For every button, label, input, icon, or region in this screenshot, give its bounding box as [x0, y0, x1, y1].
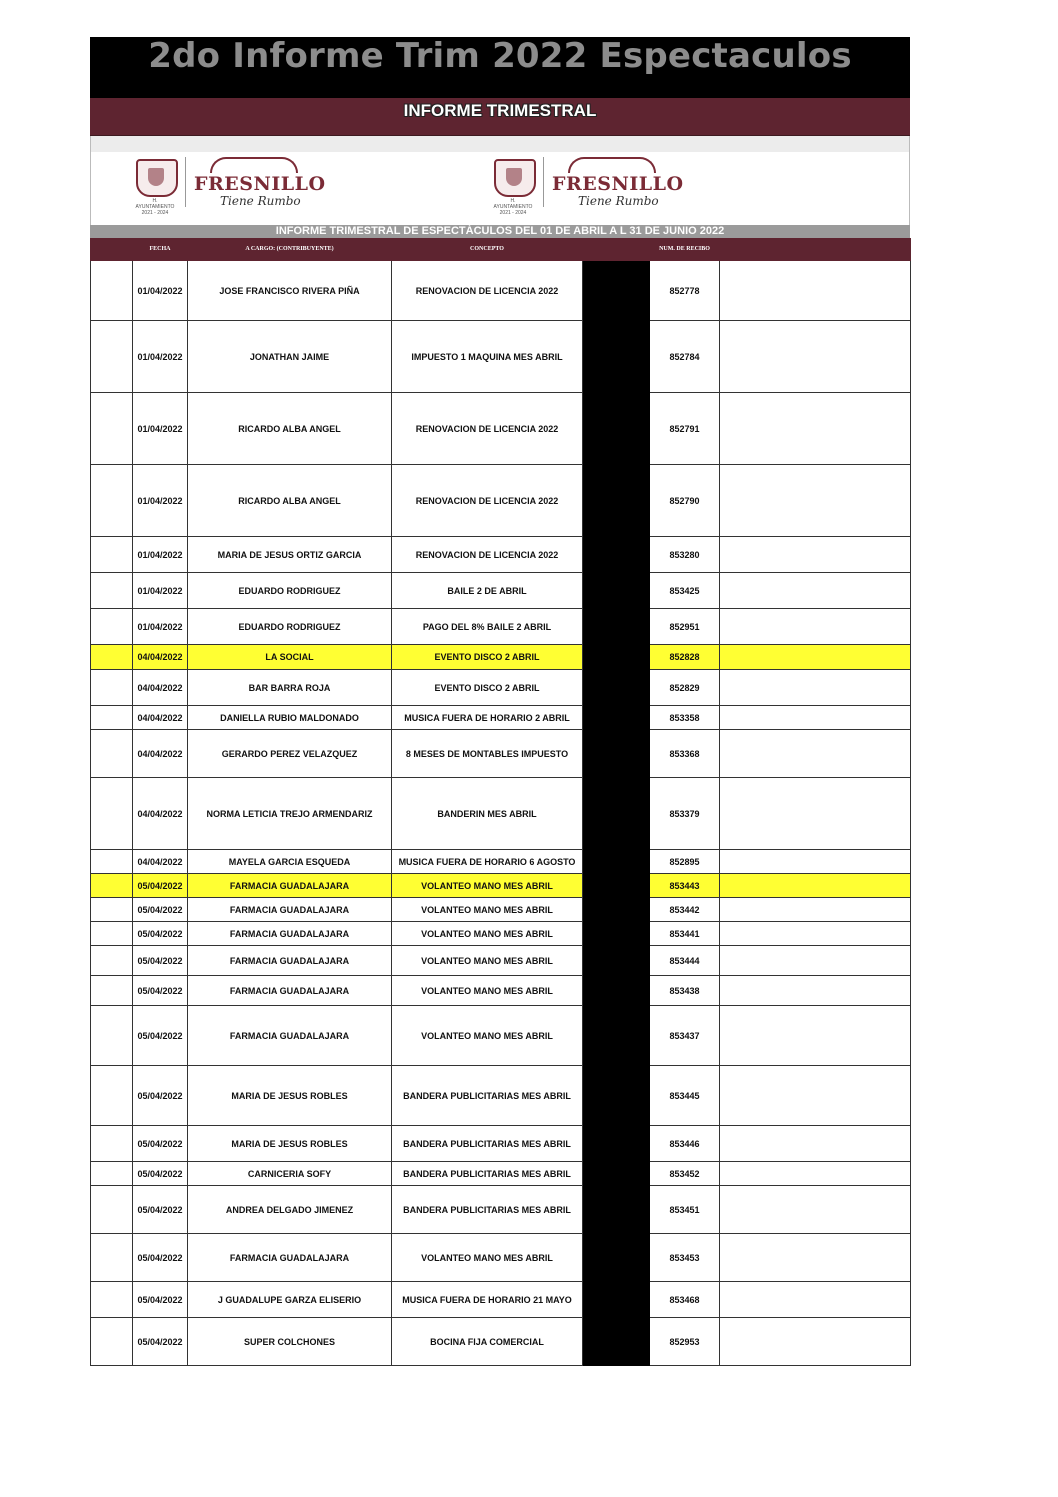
cell-redacted — [583, 537, 650, 573]
cell-fecha: 04/04/2022 — [133, 778, 188, 850]
table-row — [91, 1162, 911, 1186]
cell-blank — [720, 609, 911, 645]
table-row — [91, 573, 911, 609]
table-row — [91, 1066, 911, 1126]
cell-contribuyente: CARNICERIA SOFY — [188, 1162, 392, 1186]
table-row — [91, 976, 911, 1006]
cell-fecha: 01/04/2022 — [133, 573, 188, 609]
cell-fecha: 05/04/2022 — [133, 1282, 188, 1318]
cell-blank — [720, 393, 911, 465]
cell-blank — [720, 730, 911, 778]
cell-recibo: 853379 — [650, 778, 720, 850]
cell-contribuyente: FARMACIA GUADALAJARA — [188, 976, 392, 1006]
row-spacer — [91, 898, 133, 922]
brand-tagline: Tiene Rumbo — [578, 194, 659, 208]
row-spacer — [91, 609, 133, 645]
cell-contribuyente: FARMACIA GUADALAJARA — [188, 1234, 392, 1282]
table-row — [91, 1282, 911, 1318]
cell-blank — [720, 946, 911, 976]
cell-concepto: BAILE 2 DE ABRIL — [392, 573, 583, 609]
cell-fecha: 01/04/2022 — [133, 393, 188, 465]
cell-concepto: VOLANTEO MANO MES ABRIL — [392, 874, 583, 898]
cell-redacted — [583, 321, 650, 393]
cell-contribuyente: BAR BARRA ROJA — [188, 670, 392, 706]
brand-tagline: Tiene Rumbo — [220, 194, 301, 208]
table-row — [91, 321, 911, 393]
cell-fecha: 04/04/2022 — [133, 706, 188, 730]
cell-contribuyente: MAYELA GARCIA ESQUEDA — [188, 850, 392, 874]
logo-group-left — [133, 157, 326, 216]
cell-blank — [720, 778, 911, 850]
cell-concepto: BOCINA FIJA COMERCIAL — [392, 1318, 583, 1366]
cell-recibo: 852895 — [650, 850, 720, 874]
row-spacer — [91, 573, 133, 609]
cell-redacted — [583, 645, 650, 670]
cell-fecha: 05/04/2022 — [133, 946, 188, 976]
cell-redacted — [583, 609, 650, 645]
cell-fecha: 05/04/2022 — [133, 1126, 188, 1162]
row-spacer — [91, 1282, 133, 1318]
row-spacer — [91, 393, 133, 465]
cell-concepto: VOLANTEO MANO MES ABRIL — [392, 976, 583, 1006]
cell-concepto: RENOVACION DE LICENCIA 2022 — [392, 537, 583, 573]
header-fecha: FECHA — [133, 239, 188, 261]
cell-redacted — [583, 778, 650, 850]
table-row — [91, 730, 911, 778]
cell-concepto: MUSICA FUERA DE HORARIO 2 ABRIL — [392, 706, 583, 730]
cell-redacted — [583, 1318, 650, 1366]
logo-group-right — [491, 157, 684, 216]
cell-contribuyente: FARMACIA GUADALAJARA — [188, 946, 392, 976]
cell-recibo: 853358 — [650, 706, 720, 730]
row-spacer — [91, 670, 133, 706]
cell-recibo: 852953 — [650, 1318, 720, 1366]
cell-concepto: VOLANTEO MANO MES ABRIL — [392, 898, 583, 922]
cell-fecha: 04/04/2022 — [133, 850, 188, 874]
table-row — [91, 1186, 911, 1234]
cell-fecha: 05/04/2022 — [133, 1162, 188, 1186]
cell-redacted — [583, 1234, 650, 1282]
cell-blank — [720, 706, 911, 730]
row-spacer — [91, 730, 133, 778]
header-concepto: CONCEPTO — [392, 239, 583, 261]
cell-recibo: 853443 — [650, 874, 720, 898]
header-recibo: NUM. DE RECIBO — [650, 239, 720, 261]
cell-redacted — [583, 1066, 650, 1126]
row-spacer — [91, 1162, 133, 1186]
crest-caption: H. AYUNTAMIENTO 2021 - 2024 — [135, 198, 175, 216]
row-spacer — [91, 922, 133, 946]
cell-contribuyente: EDUARDO RODRIGUEZ — [188, 609, 392, 645]
cell-contribuyente: RICARDO ALBA ANGEL — [188, 465, 392, 537]
cell-concepto: EVENTO DISCO 2 ABRIL — [392, 670, 583, 706]
cell-contribuyente: FARMACIA GUADALAJARA — [188, 874, 392, 898]
cell-contribuyente: MARIA DE JESUS ORTIZ GARCIA — [188, 537, 392, 573]
report-subtitle: INFORME TRIMESTRAL — [90, 98, 910, 136]
cell-redacted — [583, 946, 650, 976]
cell-blank — [720, 1126, 911, 1162]
cell-recibo: 853368 — [650, 730, 720, 778]
cell-concepto: PAGO DEL 8% BAILE 2 ABRIL — [392, 609, 583, 645]
cell-contribuyente: FARMACIA GUADALAJARA — [188, 1006, 392, 1066]
cell-fecha: 01/04/2022 — [133, 609, 188, 645]
cell-contribuyente: EDUARDO RODRIGUEZ — [188, 573, 392, 609]
cell-recibo: 853444 — [650, 946, 720, 976]
table-row — [91, 645, 911, 670]
cell-contribuyente: NORMA LETICIA TREJO ARMENDARIZ — [188, 778, 392, 850]
cell-concepto: RENOVACION DE LICENCIA 2022 — [392, 261, 583, 321]
cell-concepto: IMPUESTO 1 MAQUINA MES ABRIL — [392, 321, 583, 393]
fresnillo-logo — [550, 157, 684, 209]
cell-contribuyente: FARMACIA GUADALAJARA — [188, 922, 392, 946]
cell-recibo: 853437 — [650, 1006, 720, 1066]
brand-name: FRESNILLO — [552, 173, 684, 195]
cell-blank — [720, 645, 911, 670]
table-row — [91, 898, 911, 922]
cell-concepto: VOLANTEO MANO MES ABRIL — [392, 922, 583, 946]
brand-name: FRESNILLO — [194, 173, 326, 195]
cell-concepto: BANDERA PUBLICITARIAS MES ABRIL — [392, 1186, 583, 1234]
cell-blank — [720, 321, 911, 393]
row-spacer — [91, 321, 133, 393]
report-title: 2do Informe Trim 2022 Espectaculos — [90, 37, 910, 98]
report-sheet — [90, 37, 910, 1366]
logo-area — [90, 152, 910, 225]
cell-redacted — [583, 730, 650, 778]
cell-fecha: 05/04/2022 — [133, 1066, 188, 1126]
cell-fecha: 05/04/2022 — [133, 976, 188, 1006]
table-row — [91, 922, 911, 946]
cell-recibo: 853452 — [650, 1162, 720, 1186]
row-spacer — [91, 1234, 133, 1282]
row-spacer — [91, 1006, 133, 1066]
row-spacer — [91, 1186, 133, 1234]
cell-recibo: 853441 — [650, 922, 720, 946]
cell-fecha: 05/04/2022 — [133, 1234, 188, 1282]
cell-redacted — [583, 1186, 650, 1234]
cell-recibo: 853425 — [650, 573, 720, 609]
cell-contribuyente: MARIA DE JESUS ROBLES — [188, 1066, 392, 1126]
cell-fecha: 04/04/2022 — [133, 645, 188, 670]
cell-blank — [720, 573, 911, 609]
cell-redacted — [583, 465, 650, 537]
cell-redacted — [583, 670, 650, 706]
cell-contribuyente: DANIELLA RUBIO MALDONADO — [188, 706, 392, 730]
cell-fecha: 01/04/2022 — [133, 537, 188, 573]
cell-recibo: 853446 — [650, 1126, 720, 1162]
cell-redacted — [583, 976, 650, 1006]
row-spacer — [91, 946, 133, 976]
cell-blank — [720, 874, 911, 898]
cell-recibo: 853442 — [650, 898, 720, 922]
cell-redacted — [583, 1282, 650, 1318]
cell-recibo: 853445 — [650, 1066, 720, 1126]
cell-fecha: 05/04/2022 — [133, 922, 188, 946]
row-spacer — [91, 261, 133, 321]
cell-redacted — [583, 1126, 650, 1162]
cell-fecha: 05/04/2022 — [133, 1186, 188, 1234]
cell-contribuyente: FARMACIA GUADALAJARA — [188, 898, 392, 922]
cell-recibo: 853438 — [650, 976, 720, 1006]
row-spacer — [91, 1126, 133, 1162]
cell-concepto: EVENTO DISCO 2 ABRIL — [392, 645, 583, 670]
cell-recibo: 853451 — [650, 1186, 720, 1234]
row-spacer — [91, 706, 133, 730]
cell-fecha: 05/04/2022 — [133, 898, 188, 922]
cell-blank — [720, 537, 911, 573]
cell-redacted — [583, 393, 650, 465]
cell-blank — [720, 1006, 911, 1066]
cell-blank — [720, 976, 911, 1006]
cell-redacted — [583, 261, 650, 321]
cell-concepto: BANDERIN MES ABRIL — [392, 778, 583, 850]
ayuntamiento-crest-icon — [491, 157, 535, 216]
table-row — [91, 1318, 911, 1366]
cell-blank — [720, 1066, 911, 1126]
cell-contribuyente: JONATHAN JAIME — [188, 321, 392, 393]
cell-fecha: 05/04/2022 — [133, 1006, 188, 1066]
table-row — [91, 537, 911, 573]
cell-blank — [720, 1282, 911, 1318]
cell-recibo: 852951 — [650, 609, 720, 645]
cell-fecha: 05/04/2022 — [133, 1318, 188, 1366]
table-row — [91, 1006, 911, 1066]
row-spacer — [91, 1066, 133, 1126]
row-spacer — [91, 1318, 133, 1366]
cell-blank — [720, 1186, 911, 1234]
table-row — [91, 874, 911, 898]
cell-redacted — [583, 1006, 650, 1066]
cell-fecha: 01/04/2022 — [133, 465, 188, 537]
cell-redacted — [583, 922, 650, 946]
table-row — [91, 609, 911, 645]
row-spacer — [91, 874, 133, 898]
header-redacted — [583, 239, 650, 261]
report-table — [90, 238, 911, 1366]
table-row — [91, 465, 911, 537]
cell-contribuyente: ANDREA DELGADO JIMENEZ — [188, 1186, 392, 1234]
table-row — [91, 778, 911, 850]
cell-redacted — [583, 874, 650, 898]
cell-blank — [720, 850, 911, 874]
cell-blank — [720, 261, 911, 321]
cell-redacted — [583, 1162, 650, 1186]
cell-redacted — [583, 850, 650, 874]
table-row — [91, 1126, 911, 1162]
cell-recibo: 853280 — [650, 537, 720, 573]
cell-concepto: 8 MESES DE MONTABLES IMPUESTO — [392, 730, 583, 778]
cell-contribuyente: J GUADALUPE GARZA ELISERIO — [188, 1282, 392, 1318]
cell-contribuyente: JOSE FRANCISCO RIVERA PIÑA — [188, 261, 392, 321]
table-row — [91, 706, 911, 730]
row-spacer — [91, 850, 133, 874]
spacer-bar — [90, 136, 910, 152]
cell-concepto: MUSICA FUERA DE HORARIO 6 AGOSTO — [392, 850, 583, 874]
cell-concepto: VOLANTEO MANO MES ABRIL — [392, 946, 583, 976]
cell-fecha: 01/04/2022 — [133, 261, 188, 321]
cell-contribuyente: MARIA DE JESUS ROBLES — [188, 1126, 392, 1162]
table-row — [91, 261, 911, 321]
table-row — [91, 393, 911, 465]
header-a-cargo: A CARGO: (CONTRIBUYENTE) — [188, 239, 392, 261]
cell-fecha: 04/04/2022 — [133, 730, 188, 778]
cell-contribuyente: GERARDO PEREZ VELAZQUEZ — [188, 730, 392, 778]
table-header-row — [91, 239, 911, 261]
fresnillo-logo — [192, 157, 326, 209]
period-heading: INFORME TRIMESTRAL DE ESPECTÁCULOS DEL 01 DE ABRIL A L 31 DE JUNIO 2022 — [90, 225, 910, 238]
cell-recibo: 852790 — [650, 465, 720, 537]
cell-concepto: VOLANTEO MANO MES ABRIL — [392, 1234, 583, 1282]
row-spacer — [91, 645, 133, 670]
row-spacer — [91, 778, 133, 850]
cell-redacted — [583, 573, 650, 609]
cell-concepto: MUSICA FUERA DE HORARIO 21 MAYO — [392, 1282, 583, 1318]
table-row — [91, 670, 911, 706]
cell-blank — [720, 1162, 911, 1186]
cell-fecha: 01/04/2022 — [133, 321, 188, 393]
cell-fecha: 04/04/2022 — [133, 670, 188, 706]
cell-concepto: BANDERA PUBLICITARIAS MES ABRIL — [392, 1126, 583, 1162]
cell-recibo: 853468 — [650, 1282, 720, 1318]
cell-concepto: BANDERA PUBLICITARIAS MES ABRIL — [392, 1066, 583, 1126]
ayuntamiento-crest-icon — [133, 157, 177, 216]
table-row — [91, 850, 911, 874]
row-spacer — [91, 976, 133, 1006]
row-spacer — [91, 537, 133, 573]
building-icon — [210, 157, 298, 173]
cell-blank — [720, 898, 911, 922]
cell-redacted — [583, 706, 650, 730]
cell-blank — [720, 465, 911, 537]
row-spacer — [91, 465, 133, 537]
cell-contribuyente: RICARDO ALBA ANGEL — [188, 393, 392, 465]
cell-concepto: RENOVACION DE LICENCIA 2022 — [392, 393, 583, 465]
table-row — [91, 1234, 911, 1282]
cell-contribuyente: LA SOCIAL — [188, 645, 392, 670]
table-row — [91, 946, 911, 976]
header-blank — [720, 239, 911, 261]
cell-recibo: 852784 — [650, 321, 720, 393]
cell-concepto: VOLANTEO MANO MES ABRIL — [392, 1006, 583, 1066]
cell-redacted — [583, 898, 650, 922]
cell-recibo: 852778 — [650, 261, 720, 321]
cell-blank — [720, 1318, 911, 1366]
cell-recibo: 852828 — [650, 645, 720, 670]
cell-concepto: RENOVACION DE LICENCIA 2022 — [392, 465, 583, 537]
cell-recibo: 852791 — [650, 393, 720, 465]
header-spacer — [91, 239, 133, 261]
cell-recibo: 853453 — [650, 1234, 720, 1282]
cell-blank — [720, 1234, 911, 1282]
cell-contribuyente: SUPER COLCHONES — [188, 1318, 392, 1366]
logo-divider — [185, 157, 186, 207]
cell-concepto: BANDERA PUBLICITARIAS MES ABRIL — [392, 1162, 583, 1186]
crest-caption: H. AYUNTAMIENTO 2021 - 2024 — [493, 198, 533, 216]
cell-recibo: 852829 — [650, 670, 720, 706]
cell-blank — [720, 670, 911, 706]
cell-fecha: 05/04/2022 — [133, 874, 188, 898]
building-icon — [568, 157, 656, 173]
cell-blank — [720, 922, 911, 946]
logo-divider — [543, 157, 544, 207]
